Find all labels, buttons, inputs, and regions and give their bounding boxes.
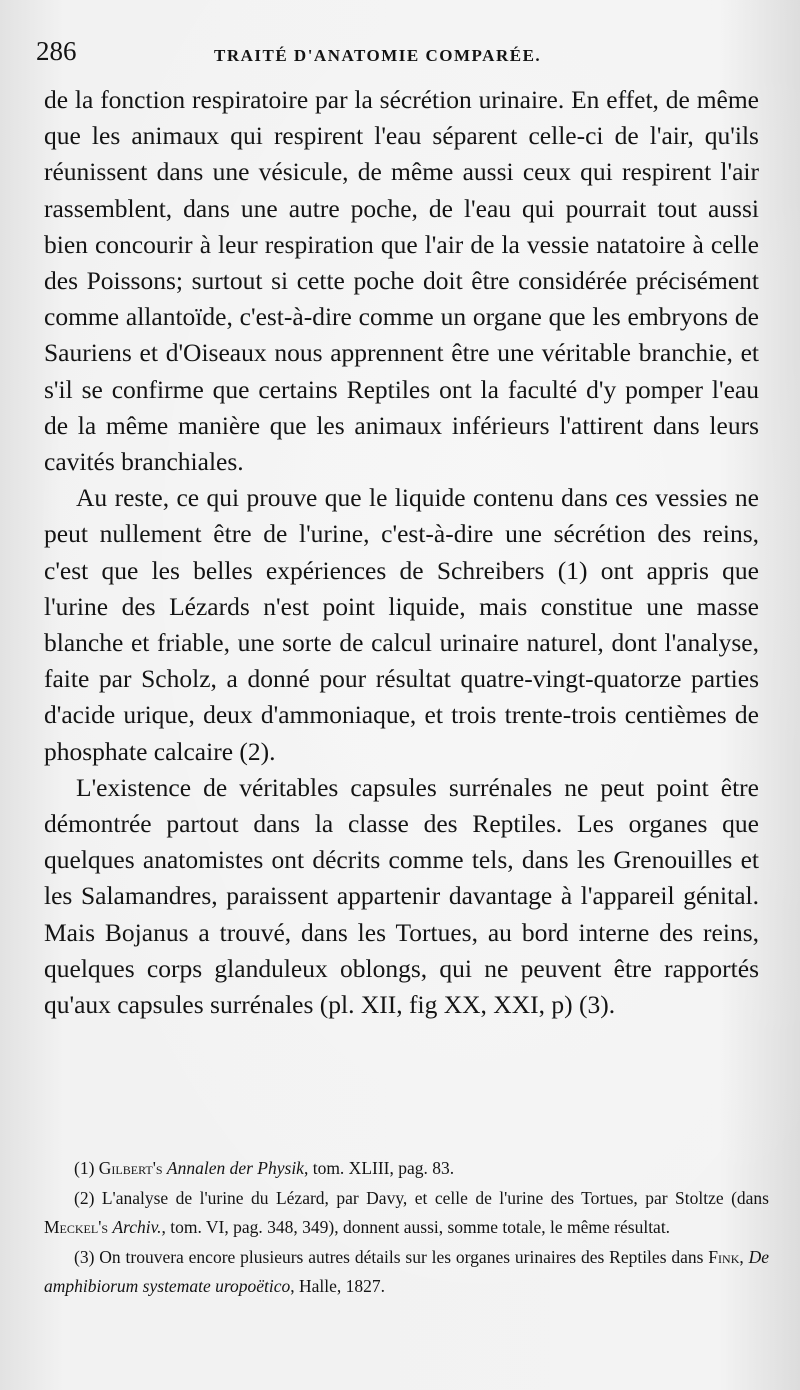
footnote-2 — [44, 1184, 769, 1243]
footnote-3-text-a: On trouvera encore plusieurs autres détails sur les organes urinaires des Reptiles dans — [99, 1246, 704, 1267]
footnote-3-author: Fink — [708, 1246, 740, 1267]
page-number: 286 — [36, 36, 77, 66]
paragraph-2: Au reste, ce qui prouve que le liquide contenu dans ces vessies ne peut nullement être de l'urine, c'est-à-dire une sécrétion des reins, c'est que les belles expériences de Schreibers (1) ont appris que l'urine des Lézards n'est point liquide, mais constitue une masse blanche et friable, une sorte de calcul urinaire naturel, dont l'analyse, faite par Scholz, a donné pour résultat quatre-vingt-quatorze parties d'acide urique, deux d'ammoniaque, et trois trente-trois centièmes de phosphate calcaire (2). — [44, 483, 759, 766]
footnote-3-text-b: , Halle, 1827. — [290, 1276, 386, 1296]
footnote-1-title: Annalen der Physik — [166, 1158, 304, 1178]
footnote-1 — [44, 1154, 769, 1184]
footnote-3-title: De amphibiorum systemate uropoëtico — [44, 1246, 769, 1296]
footnote-2-text-b: , tom. VI, pag. 348, 349), donnent aussi, somme totale, le même résultat. — [161, 1217, 671, 1237]
footnote-2-mark: (2) — [74, 1187, 95, 1208]
footnote-2-text-a: L'analyse de l'urine du Lézard, par Davy, et celle de l'urine des Tortues, par Stoltze (dans — [101, 1187, 769, 1208]
footnote-1-author: Gilbert's — [98, 1158, 163, 1178]
footnote-2-title: Archiv. — [112, 1217, 162, 1237]
footnote-2-author: Meckel's — [44, 1217, 109, 1237]
footnote-3-mark: (3) — [74, 1246, 95, 1267]
page-header — [36, 36, 766, 76]
paragraph-3: L'existence de véritables capsules surrénales ne peut point être démontrée partout dans la classe des Reptiles. Les organes que quelques anatomistes ont décrits comme tels, dans les Grenouilles et les Salamandres, paraissent appartenir davantage à l'appareil génital. Mais Bojanus a trouvé, dans les Tortues, au bord interne des reins, quelques corps glanduleux oblongs, qui ne peuvent être rapportés qu'aux capsules surrénales (pl. XII, fig XX, XXI, p) (3). — [44, 772, 759, 1020]
footnotes — [44, 1154, 769, 1302]
paragraph-1: de la fonction respiratoire par la sécrétion urinaire. En effet, de même que les animaux qui respirent l'eau séparent celle-ci de l'air, qu'ils réunissent dans une vésicule, de même aussi ceux qui respirent l'air rassemblent, dans une autre poche, de l'eau qui pourrait tout aussi bien concourir à leur respiration que l'air de la vessie natatoire à celle des Poissons; surtout si cette poche doit être considérée précisément comme allantoïde, c'est-à-dire comme un organe que les embryons de Sauriens et d'Oiseaux nous apprennent être une véritable branchie, et s'il se confirme que certains Reptiles ont la faculté d'y pomper l'eau de la même manière que les animaux inférieurs l'attirent dans leurs cavités branchiales. — [44, 85, 759, 477]
running-head: TRAITÉ D'ANATOMIE COMPARÉE. — [214, 46, 542, 65]
footnote-1-rest: , tom. XLIII, pag. 83. — [303, 1158, 455, 1178]
footnote-1-mark: (1) — [74, 1158, 95, 1178]
footnote-3: (3) On trouvera encore plusieurs autres détails sur les organes urinaires des Reptiles dans Fink, De amphibiorum systemate uropoëtico, Halle, 1827. — [44, 1246, 769, 1296]
body-text — [44, 82, 759, 1023]
